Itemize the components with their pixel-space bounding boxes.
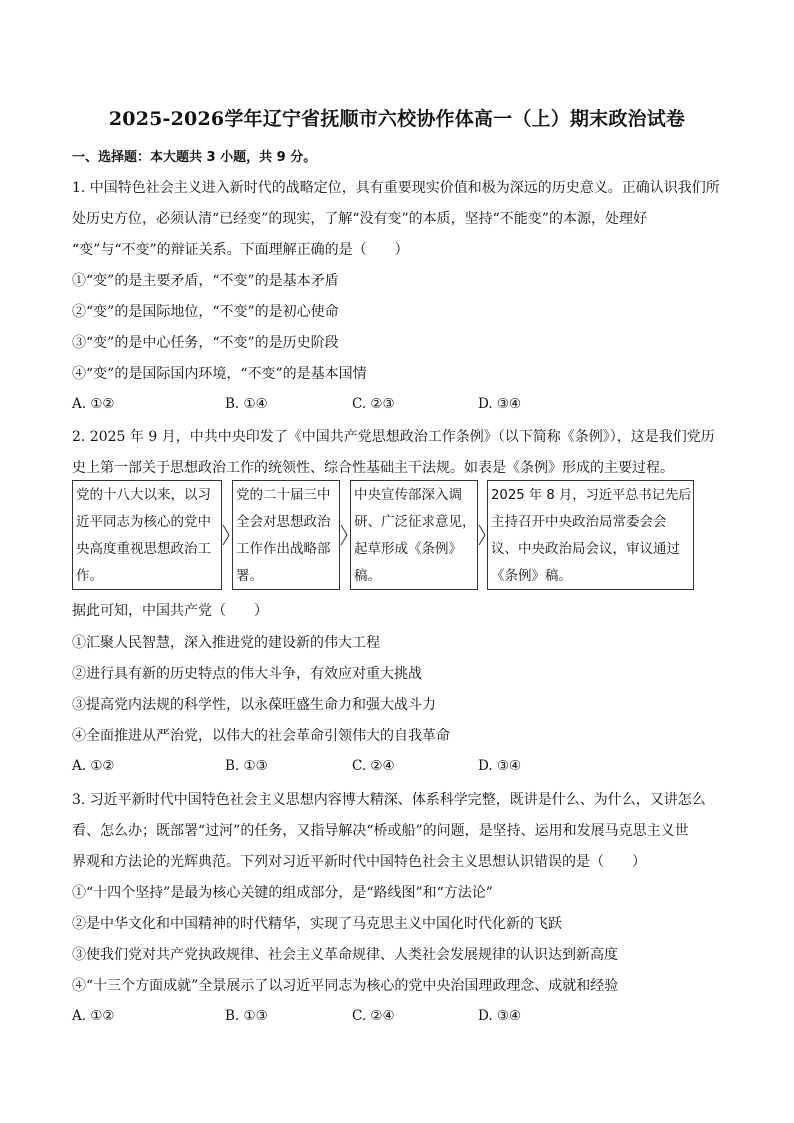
flow-step-text: 中央宣传部深入调 [354, 487, 462, 503]
flow-step-text: 署。 [236, 568, 263, 584]
flow-step-1 [72, 480, 222, 590]
flow-step-text: 工作作出战略部 [236, 541, 331, 557]
flow-step-text: 《条例》稿。 [491, 568, 572, 584]
q2-stem-line: 2. 2025 年 9 月，中共中央印发了《中国共产党思想政治工作条例》（以下简称《条例》），这是我们党历 [72, 429, 715, 445]
q2-option-item: ④全面推进从严治党，以伟大的社会革命引领伟大的自我革命 [72, 728, 450, 744]
q2-option-item: ②进行具有新的历史特点的伟大斗争，有效应对重大挑战 [72, 666, 422, 682]
q2-choice-c[interactable]: C. ②④ [352, 758, 395, 774]
q2-stem-line: 史上第一部关于思想政治工作的统领性、综合性基础主干法规。如表是《条例》形成的主要过程。 [72, 460, 674, 476]
flow-step-text: 起草形成《条例》 [354, 541, 462, 557]
q3-option-item: ②是中华文化和中国精神的时代精华，实现了马克思主义中国化时代化新的飞跃 [72, 916, 562, 932]
q3-choice-b[interactable]: B. ①③ [225, 1008, 268, 1024]
q1-stem-line: “变”与“不变”的辩证关系。下面理解正确的是（ ） [72, 242, 409, 258]
q1-option-item: ③“变”的是中心任务，“不变”的是历史阶段 [72, 335, 339, 351]
flow-step-2 [232, 480, 340, 590]
q3-choice-d[interactable]: D. ③④ [478, 1008, 522, 1024]
section-heading: 一、选择题：本大题共 3 小题，共 9 分。 [72, 150, 317, 165]
process-flow [72, 480, 694, 592]
flow-step-text: 2025 年 8 月，习近平总书记先后 [491, 488, 692, 503]
flow-step-3 [350, 480, 478, 590]
flow-step-text: 党的十八大以来，以习 [76, 487, 211, 503]
q3-option-item: ④“十三个方面成就”全景展示了以习近平同志为核心的党中央治国理政理念、成就和经验 [72, 978, 619, 994]
q3-stem-line: 看、怎么办；既部署“过河”的任务，又指导解决“桥或船”的问题，是坚持、运用和发展马克思主义世 [72, 823, 689, 839]
flow-step-4 [487, 480, 694, 590]
q2-choice-a[interactable]: A. ①② [72, 758, 115, 774]
q1-option-item: ①“变”的是主要矛盾，“不变”的是基本矛盾 [72, 273, 339, 289]
q1-stem-line: 处历史方位，必须认清“已经变”的现实，了解“没有变”的本质，坚持“不能变”的本源，处理好 [72, 211, 647, 227]
q1-option-item: ②“变”的是国际地位，“不变”的是初心使命 [72, 304, 339, 320]
flow-step-text: 全会对思想政治 [236, 514, 331, 530]
q2-choices [72, 758, 722, 778]
q3-choice-c[interactable]: C. ②④ [352, 1008, 395, 1024]
q2-option-item: ①汇聚人民智慧，深入推进党的建设新的伟大工程 [72, 635, 380, 651]
flow-step-text: 央高度重视思想政治工 [76, 541, 211, 557]
flow-step-text: 稿。 [354, 568, 381, 584]
flow-arrow-icon [340, 480, 349, 590]
q2-choice-b[interactable]: B. ①③ [225, 758, 268, 774]
flow-step-text: 议、中央政治局会议，审议通过 [491, 541, 680, 557]
q1-choice-a[interactable]: A. ①② [72, 396, 115, 412]
q1-choices [72, 396, 722, 416]
exam-title: 2025-2026学年辽宁省抚顺市六校协作体高一（上）期末政治试卷 [108, 108, 686, 130]
q3-choice-a[interactable]: A. ①② [72, 1008, 115, 1024]
flow-step-text: 党的二十届三中 [236, 487, 331, 503]
q1-choice-c[interactable]: C. ②③ [352, 396, 395, 412]
q3-option-item: ①“十四个坚持”是最为核心关键的组成部分，是“路线图”和“方法论” [72, 885, 493, 901]
flow-step-text: 研、广泛征求意见， [354, 514, 476, 530]
flow-step-text: 近平同志为核心的党中 [76, 514, 211, 530]
flow-step-text: 作。 [76, 568, 103, 584]
flow-arrow-icon [222, 480, 231, 590]
q2-choice-d[interactable]: D. ③④ [478, 758, 522, 774]
q2-option-item: ③提高党内法规的科学性，以永葆旺盛生命力和强大战斗力 [72, 697, 436, 713]
flow-arrow-icon [478, 480, 487, 590]
q1-stem-line: 1. 中国特色社会主义进入新时代的战略定位，具有重要现实价值和极为深远的历史意义。正确认识我们所 [72, 180, 720, 196]
q1-choice-b[interactable]: B. ①④ [225, 396, 268, 412]
q3-stem-line: 3. 习近平新时代中国特色社会主义思想内容博大精深、体系科学完整，既讲是什么、为什么，又讲怎么 [72, 792, 706, 808]
q1-option-item: ④“变”的是国际国内环境，“不变”的是基本国情 [72, 366, 367, 382]
q1-choice-d[interactable]: D. ③④ [478, 396, 522, 412]
q3-stem-line: 界观和方法论的光辉典范。下列对习近平新时代中国特色社会主义思想认识错误的是（ ） [72, 854, 646, 870]
q3-option-item: ③使我们党对共产党执政规律、社会主义革命规律、人类社会发展规律的认识达到新高度 [72, 947, 618, 963]
q3-choices [72, 1008, 722, 1028]
flow-step-text: 主持召开中央政治局常委会会 [491, 514, 667, 530]
q2-prompt: 据此可知，中国共产党（ ） [72, 603, 268, 619]
